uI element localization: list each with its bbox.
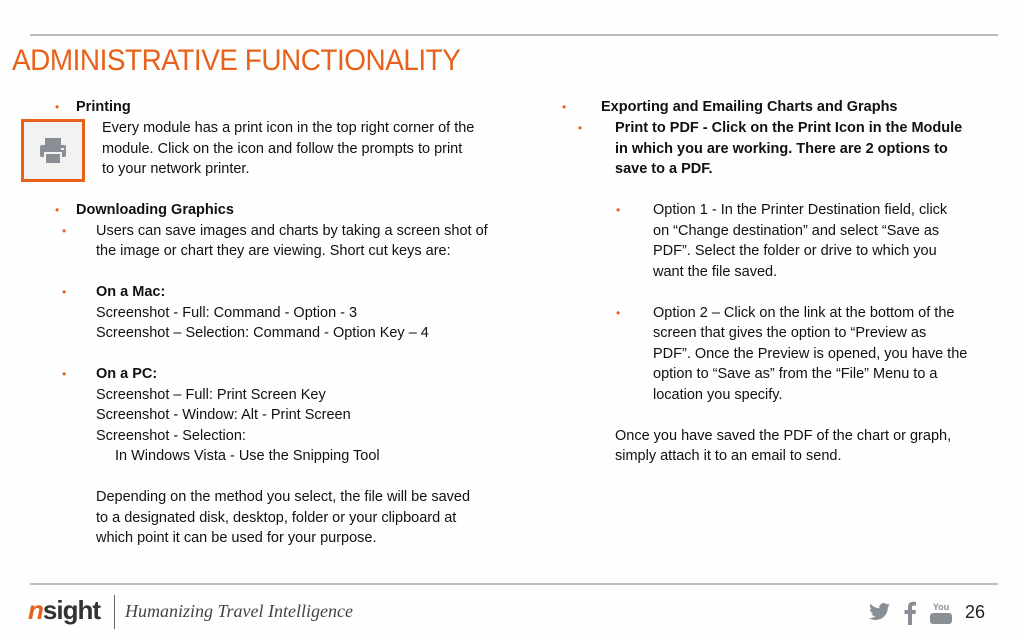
youtube-label: You xyxy=(932,602,950,612)
downloading-intro: Users can save images and charts by taking a screen shot of xyxy=(96,223,488,239)
option1-line: Option 1 - In the Printer Destination field, click xyxy=(653,202,948,218)
export-heading: Exporting and Emailing Charts and Graphs xyxy=(601,99,898,115)
closing-line: to a designated disk, desktop, folder or your clipboard at xyxy=(96,510,457,526)
right-closing-line: Once you have saved the PDF of the chart or graph, xyxy=(615,428,952,444)
bullet: • xyxy=(616,203,621,217)
tagline: Humanizing Travel Intelligence xyxy=(125,601,353,621)
closing-line: Depending on the method you select, the file will be saved xyxy=(96,489,471,505)
printing-line: Every module has a print icon in the top right corner of the xyxy=(102,120,475,136)
pdf-subheading: Print to PDF - Click on the Print Icon in the Module xyxy=(615,120,963,136)
bullet: • xyxy=(62,285,67,299)
facebook-icon[interactable] xyxy=(903,601,917,625)
option1-line: PDF”. Select the folder or drive to which you xyxy=(653,243,937,259)
pc-sub-line: In Windows Vista - Use the Snipping Tool xyxy=(115,448,380,464)
pc-line: Screenshot – Full: Print Screen Key xyxy=(96,387,326,403)
logo-separator xyxy=(114,595,115,629)
option2-line: option to “Save as” from the “File” Menu to a xyxy=(653,366,938,382)
bullet: • xyxy=(55,203,60,217)
mac-line: Screenshot – Selection: Command - Option Key – 4 xyxy=(96,325,429,341)
closing-line: which point it can be used for your purpose. xyxy=(96,530,377,546)
option2-line: PDF”. Once the Preview is opened, you have the xyxy=(653,346,968,362)
bottom-rule xyxy=(30,583,998,585)
option2-line: location you specify. xyxy=(653,387,783,403)
pc-heading: On a PC: xyxy=(96,366,158,382)
brand-logo: nsight xyxy=(28,595,100,625)
option1-line: on “Change destination” and select “Save as xyxy=(653,223,940,239)
mac-line: Screenshot - Full: Command - Option - 3 xyxy=(96,305,358,321)
pc-line: Screenshot - Selection: xyxy=(96,428,246,444)
bullet: • xyxy=(616,306,621,320)
top-rule xyxy=(30,34,998,36)
youtube-icon[interactable] xyxy=(929,602,953,626)
printing-line: module. Click on the icon and follow the prompts to print xyxy=(102,141,463,157)
mac-heading: On a Mac: xyxy=(96,284,166,300)
bullet: • xyxy=(562,100,567,114)
youtube-tube-shape xyxy=(930,613,952,624)
slide-title: ADMINISTRATIVE FUNCTIONALITY xyxy=(12,44,461,77)
option2-line: Option 2 – Click on the link at the bottom of the xyxy=(653,305,955,321)
print-icon-box xyxy=(21,119,85,182)
bullet: • xyxy=(578,121,583,135)
printer-icon xyxy=(36,134,70,168)
option2-line: screen that gives the option to “Preview as xyxy=(653,325,927,341)
right-closing-line: simply attach it to an email to send. xyxy=(615,448,842,464)
pdf-subheading: save to a PDF. xyxy=(615,161,713,177)
downloading-intro: the image or chart they are viewing. Short cut keys are: xyxy=(96,243,451,259)
printing-heading: Printing xyxy=(76,99,131,115)
pc-line: Screenshot - Window: Alt - Print Screen xyxy=(96,407,351,423)
downloading-heading: Downloading Graphics xyxy=(76,202,234,218)
twitter-icon[interactable] xyxy=(868,601,892,623)
pdf-subheading: in which you are working. There are 2 options to xyxy=(615,141,948,157)
page-number: 26 xyxy=(965,602,986,622)
option1-line: want the file saved. xyxy=(653,264,778,280)
bullet: • xyxy=(62,224,67,238)
bullet: • xyxy=(55,100,60,114)
bullet: • xyxy=(62,367,67,381)
printing-line: to your network printer. xyxy=(102,161,250,177)
